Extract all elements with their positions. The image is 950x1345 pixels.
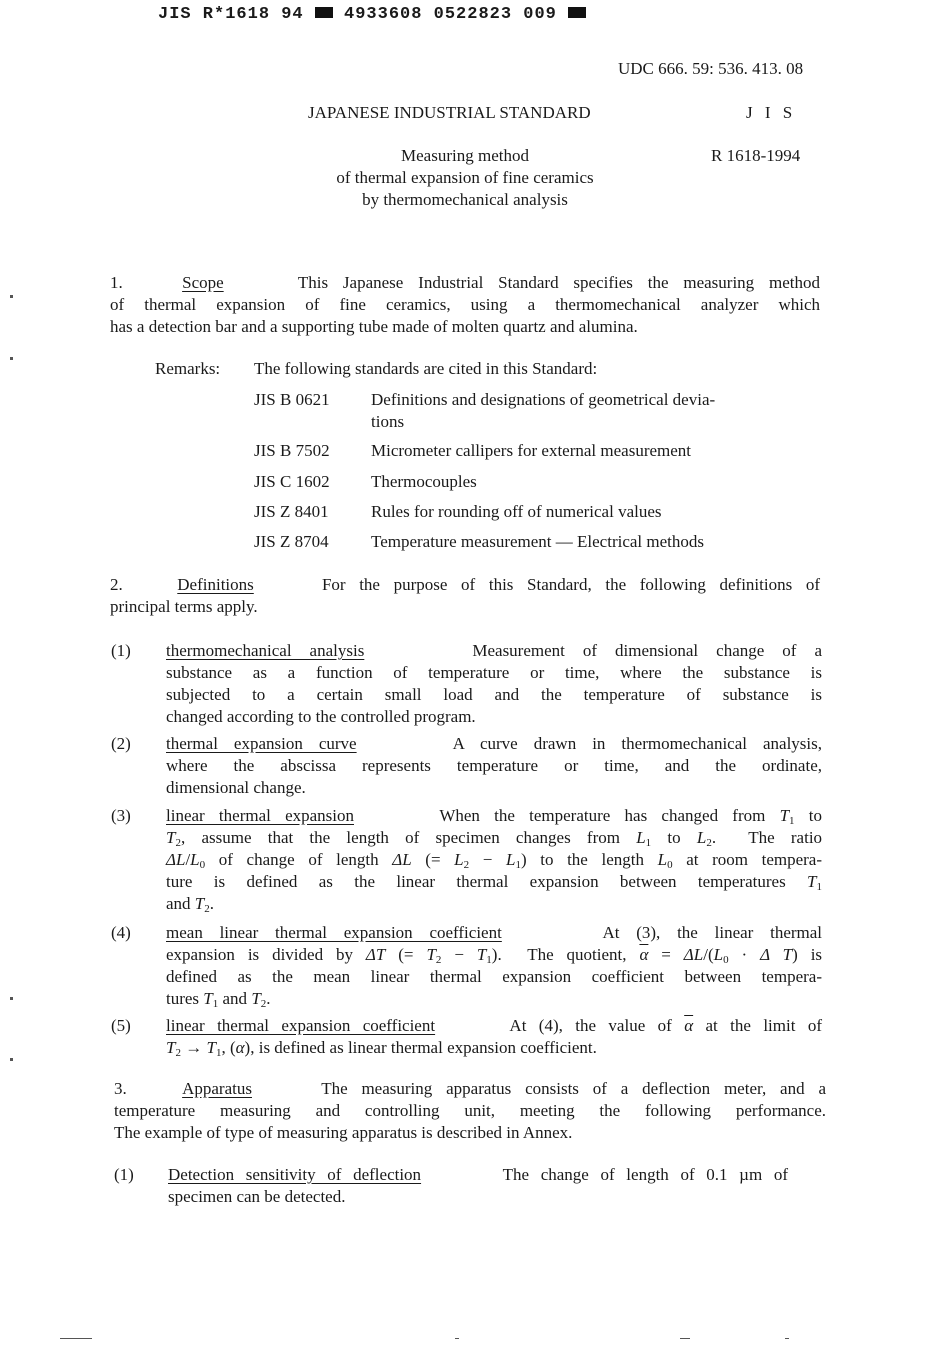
def-text: of change of length (218, 850, 379, 869)
scan-speck (785, 1338, 789, 1339)
std-code: JIS C 1602 (254, 472, 330, 491)
header-code-mid: 4933608 0522823 009 (344, 5, 557, 24)
def-text: defined as the mean linear thermal expansion coefficient between tempera- (166, 967, 822, 986)
item-number: (1) (114, 1165, 134, 1184)
def-text: is defined as linear thermal expansion coefficient. (258, 1038, 597, 1057)
std-code: JIS B 7502 (254, 441, 330, 460)
std-desc: Thermocouples (371, 472, 477, 491)
udc-number: UDC 666. 59: 536. 413. 08 (618, 59, 804, 78)
def-text: At (3), the linear thermal (602, 923, 823, 942)
remarks-intro: The following standards are cited in this Standard: (254, 359, 598, 378)
def-text: ture is defined as the linear thermal expansion between temperatures (166, 872, 786, 891)
header-code (158, 4, 586, 26)
def-text: and (222, 989, 248, 1008)
section-heading: Definitions (177, 575, 254, 594)
section-number: 3. (114, 1079, 127, 1098)
standard-title: JAPANESE INDUSTRIAL STANDARD (308, 103, 591, 122)
term: Detection sensitivity of deflection (168, 1165, 422, 1184)
doc-title-line: of thermal expansion of fine ceramics (336, 168, 594, 187)
std-desc: Micrometer callipers for external measurement (371, 441, 692, 460)
std-desc: Temperature measurement — Electrical methods (371, 532, 705, 551)
scan-speck (60, 1338, 92, 1339)
barcode-block-icon (568, 7, 586, 18)
definitions-text: For the purpose of this Standard, the following definitions of (321, 575, 821, 594)
def-text: substance as a function of temperature or time, where the substance is (166, 663, 822, 682)
def-text: dimensional change. (166, 778, 306, 797)
scan-speck (10, 1058, 13, 1061)
def-text: A curve drawn in thermomechanical analysis, (452, 734, 822, 753)
def-text: changed according to the controlled program. (166, 707, 476, 726)
item-number: (5) (111, 1016, 131, 1035)
term: linear thermal expansion (166, 806, 354, 825)
apparatus-item (168, 1164, 788, 1208)
def-text: assume that the length of specimen changes from (201, 828, 620, 847)
term: thermal expansion curve (166, 734, 357, 753)
definition-item: linear thermal expansion coefficient At (4), the value of $\overline{\alpha}$ at the limit of $T_2 \to T_1$, (α), is defined as linear thermal expansion coefficient. (166, 1016, 822, 1059)
section-number: 1. (110, 273, 123, 292)
scope-text: This Japanese Industrial Standard specifies the measuring method (297, 273, 820, 292)
def-text: and (166, 894, 191, 913)
def-text: is (810, 945, 823, 964)
doc-title (290, 145, 640, 211)
apparatus-text: The measuring apparatus consists of a deflection meter, and a (321, 1079, 826, 1098)
item-number: (4) (111, 923, 131, 942)
def-text: tures (166, 989, 200, 1008)
def-text: where the abscissa represents temperature or time, and the ordinate, (166, 756, 822, 775)
definitions-section (110, 574, 820, 618)
scan-speck (455, 1338, 459, 1339)
def-text: At (4), the value of (509, 1016, 672, 1035)
def-text: subjected to a certain small load and the temperature of substance is (166, 685, 822, 704)
def-text: to (808, 806, 823, 825)
section-number: 2. (110, 575, 123, 594)
scope-text: of thermal expansion of fine ceramics, using a thermomechanical analyzer which (110, 295, 820, 314)
definition-item: mean linear thermal expansion coefficient At (3), the linear thermal expansion is divided by ΔT (= $T_2 - T_1$). The quotient, $\overline{\alpha} = \Delta L/(L_0 \cdot \Delta$ T) is defined as the mean linear thermal expansion coefficient between tempera- tures $T_1$ and $T_2$. (166, 923, 823, 1010)
def-text: When the temperature has changed from (439, 806, 766, 825)
definition-item (166, 733, 822, 799)
term: linear thermal expansion coefficient (166, 1016, 436, 1035)
definitions-text: principal terms apply. (110, 597, 258, 616)
std-desc: Rules for rounding off of numerical values (371, 502, 662, 521)
std-desc-line: tions (371, 412, 405, 431)
doc-number: R 1618-1994 (711, 146, 801, 165)
jis-label: J I S (746, 103, 797, 122)
scan-speck (10, 997, 13, 1000)
def-text: The quotient, (527, 945, 627, 964)
item-number: (2) (111, 734, 131, 753)
term: mean linear thermal expansion coefficient (166, 923, 502, 942)
def-text: expansion is divided by (166, 945, 353, 964)
scan-speck (10, 295, 13, 298)
definition-item: linear thermal expansion When the temperature has changed from $T_1$ to $T_2$, assume that the length of specimen changes from $L_1$ to $L_2$. The ratio $\Delta L/L_0$ of change of length ΔL (= $L_2 - L_1$) to the length $L_0$ at room tempera- ture is defined as the linear thermal expansion between temperatures $T_1$ and $T_2$. (166, 806, 823, 915)
std-code: JIS Z 8704 (254, 532, 329, 551)
def-text: at room tempera- (686, 850, 822, 869)
std-desc (371, 389, 811, 433)
def-text: at the limit of (705, 1016, 822, 1035)
apparatus-section (114, 1078, 826, 1144)
def-text: specimen can be detected. (168, 1187, 346, 1206)
item-number: (1) (111, 641, 131, 660)
section-heading: Scope (182, 273, 224, 292)
term: thermomechanical analysis (166, 641, 365, 660)
section-heading: Apparatus (182, 1079, 252, 1098)
apparatus-text: The example of type of measuring apparatus is described in Annex. (114, 1123, 573, 1142)
barcode-block-icon (315, 7, 333, 18)
def-text: Measurement of dimensional change of a (472, 641, 823, 660)
scope-text: has a detection bar and a supporting tube made of molten quartz and alumina. (110, 317, 638, 336)
scope-section (110, 272, 820, 338)
def-text: to (667, 828, 681, 847)
def-text: The change of length of 0.1 µm of (502, 1165, 788, 1184)
std-desc-line: Definitions and designations of geometrical devia- (371, 390, 716, 409)
doc-title-line: by thermomechanical analysis (362, 190, 568, 209)
std-code: JIS B 0621 (254, 390, 330, 409)
scan-speck (10, 357, 13, 360)
apparatus-text: temperature measuring and controlling unit, meeting the following performance. (114, 1101, 826, 1120)
header-code-left: JIS R*1618 94 (158, 5, 304, 24)
std-code: JIS Z 8401 (254, 502, 329, 521)
doc-title-line: Measuring method (401, 146, 529, 165)
remarks-label: Remarks: (155, 359, 221, 378)
item-number: (3) (111, 806, 131, 825)
def-text: to the length (540, 850, 644, 869)
definition-item (166, 640, 822, 728)
scan-speck (680, 1338, 690, 1339)
def-text: The ratio (748, 828, 823, 847)
